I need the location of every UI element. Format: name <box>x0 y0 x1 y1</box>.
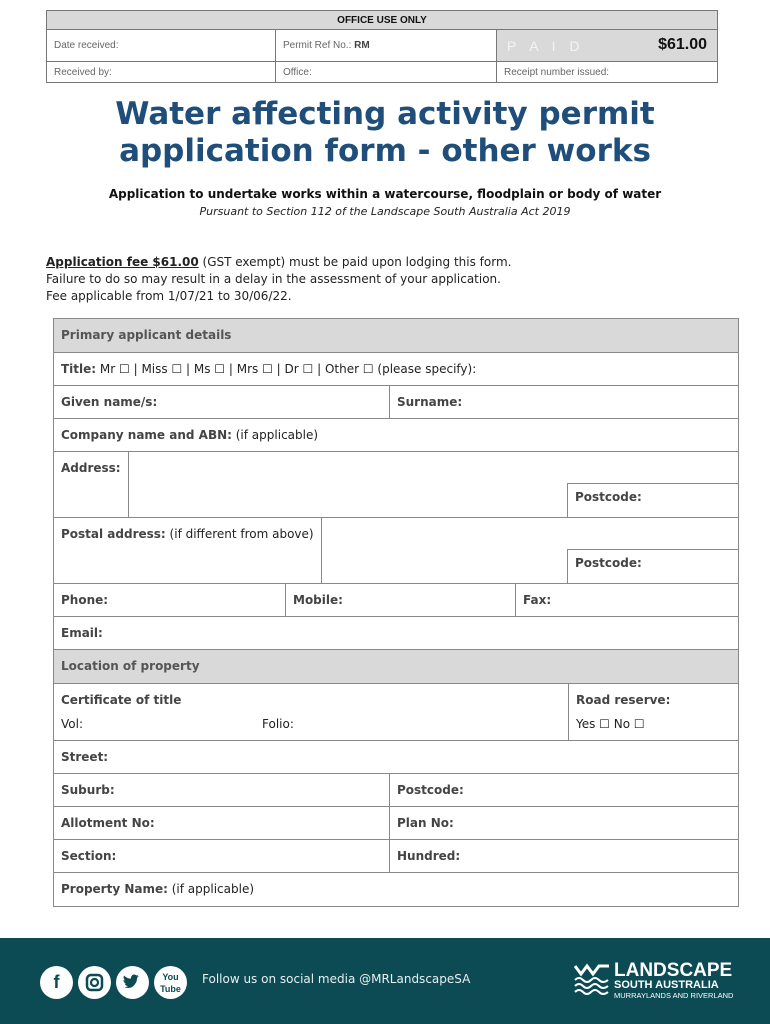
road-reserve-field[interactable] <box>569 684 738 740</box>
name-row <box>54 386 738 419</box>
logo-text <box>614 962 733 1000</box>
company-label: Company name and ABN: <box>61 428 232 442</box>
address-row <box>54 452 738 518</box>
allotment-field[interactable]: Allotment No: <box>54 807 390 839</box>
section-row <box>54 840 738 873</box>
property-name-field[interactable] <box>54 873 261 906</box>
company-note: (if applicable) <box>231 428 319 442</box>
road-reserve-options[interactable]: Yes ☐ No ☐ <box>576 717 645 731</box>
paid-stamp <box>497 30 718 62</box>
social-follow-text: Follow us on social media @MRLandscapeSA <box>202 972 471 986</box>
twitter-icon[interactable] <box>116 966 149 999</box>
postal-label: Postal address: <box>61 527 166 541</box>
postal-note: (if different from above) <box>165 527 314 541</box>
title-row <box>54 353 738 386</box>
legislation-reference: Pursuant to Section 112 of the Landscape South Australia Act 2019 <box>199 205 571 218</box>
fee-warning: Failure to do so may result in a delay in the assessment of your application. <box>46 272 501 286</box>
title-options[interactable]: Mr ☐ | Miss ☐ | Ms ☐ | Mrs ☐ | Dr ☐ | Other ☐ (please specify): <box>99 362 477 376</box>
section-heading: Location of property <box>61 659 200 673</box>
certificate-field[interactable] <box>54 684 569 740</box>
phone-field[interactable]: Phone: <box>54 584 286 616</box>
page-title <box>0 96 770 170</box>
logo-line-3: MURRAYLANDS AND RIVERLAND <box>614 991 734 1000</box>
permit-ref-value: RM <box>354 40 370 51</box>
permit-ref-label: Permit Ref No.: <box>283 40 352 51</box>
title-line-1: Water affecting activity permit <box>115 96 655 132</box>
location-section <box>54 650 738 684</box>
road-reserve-label: Road reserve: <box>576 693 671 707</box>
email-row <box>54 617 738 650</box>
logo-line-2: SOUTH AUSTRALIA <box>614 979 719 991</box>
subtitle: Application to undertake works within a watercourse, floodplain or body of water <box>108 187 662 201</box>
address-postcode-field[interactable]: Postcode: <box>567 483 738 517</box>
company-field[interactable] <box>54 419 325 451</box>
certificate-label: Certificate of title <box>61 693 182 707</box>
address-field[interactable]: Address: <box>54 452 129 517</box>
certificate-row <box>54 684 738 741</box>
received-by-field[interactable]: Received by: <box>47 62 276 83</box>
street-field[interactable]: Street: <box>61 750 109 764</box>
street-row <box>54 741 738 774</box>
footer <box>0 938 770 1024</box>
folio-label: Folio: <box>262 717 294 731</box>
given-name-field[interactable]: Given name/s: <box>54 386 390 418</box>
youtube-icon[interactable]: You Tube <box>154 966 187 999</box>
application-form <box>53 318 739 907</box>
suburb-field[interactable]: Suburb: <box>54 774 390 806</box>
company-row <box>54 419 738 452</box>
fee-text: (GST exempt) must be paid upon lodging this form. <box>198 255 512 269</box>
postal-postcode-field[interactable]: Postcode: <box>567 549 738 583</box>
office-use-heading: OFFICE USE ONLY <box>47 11 718 30</box>
office-field[interactable]: Office: <box>276 62 497 83</box>
title-field[interactable] <box>54 353 483 385</box>
allotment-row <box>54 807 738 840</box>
fee-notice <box>46 254 511 305</box>
title-line-2: application form - other works <box>119 133 651 169</box>
property-name-row <box>54 873 738 906</box>
social-icons <box>40 966 187 999</box>
landscape-sa-logo <box>574 962 733 1000</box>
vol-label: Vol: <box>61 717 83 731</box>
surname-field[interactable]: Surname: <box>397 395 463 409</box>
office-use-table <box>46 10 718 83</box>
paid-amount: $61.00 <box>658 36 707 53</box>
hundred-field[interactable]: Hundred: <box>397 849 461 863</box>
vol-folio <box>61 717 561 731</box>
fax-field[interactable]: Fax: <box>523 593 552 607</box>
fee-period: Fee applicable from 1/07/21 to 30/06/22. <box>46 289 292 303</box>
facebook-icon[interactable]: f <box>40 966 73 999</box>
mobile-field[interactable]: Mobile: <box>286 584 516 616</box>
postal-row <box>54 518 738 584</box>
section-field[interactable]: Section: <box>54 840 390 872</box>
section-heading: Primary applicant details <box>61 328 232 342</box>
email-field[interactable]: Email: <box>61 626 103 640</box>
fee-amount: Application fee $61.00 <box>46 255 199 269</box>
suburb-row <box>54 774 738 807</box>
logo-line-1: LANDSCAPE <box>614 960 733 981</box>
plan-field[interactable]: Plan No: <box>397 816 454 830</box>
date-received-field[interactable]: Date received: <box>47 30 276 62</box>
property-name-note: (if applicable) <box>167 882 255 896</box>
instagram-icon[interactable] <box>78 966 111 999</box>
title-label: Title: <box>61 362 97 376</box>
paid-word: P A I D <box>507 38 585 54</box>
logo-waves-icon <box>574 962 610 996</box>
primary-applicant-section <box>54 319 738 353</box>
receipt-number-field[interactable]: Receipt number issued: <box>497 62 718 83</box>
property-postcode-field[interactable]: Postcode: <box>397 783 464 797</box>
contact-row <box>54 584 738 617</box>
permit-ref-field[interactable] <box>276 30 497 62</box>
postal-address-field[interactable] <box>54 518 322 583</box>
property-name-label: Property Name: <box>61 882 168 896</box>
